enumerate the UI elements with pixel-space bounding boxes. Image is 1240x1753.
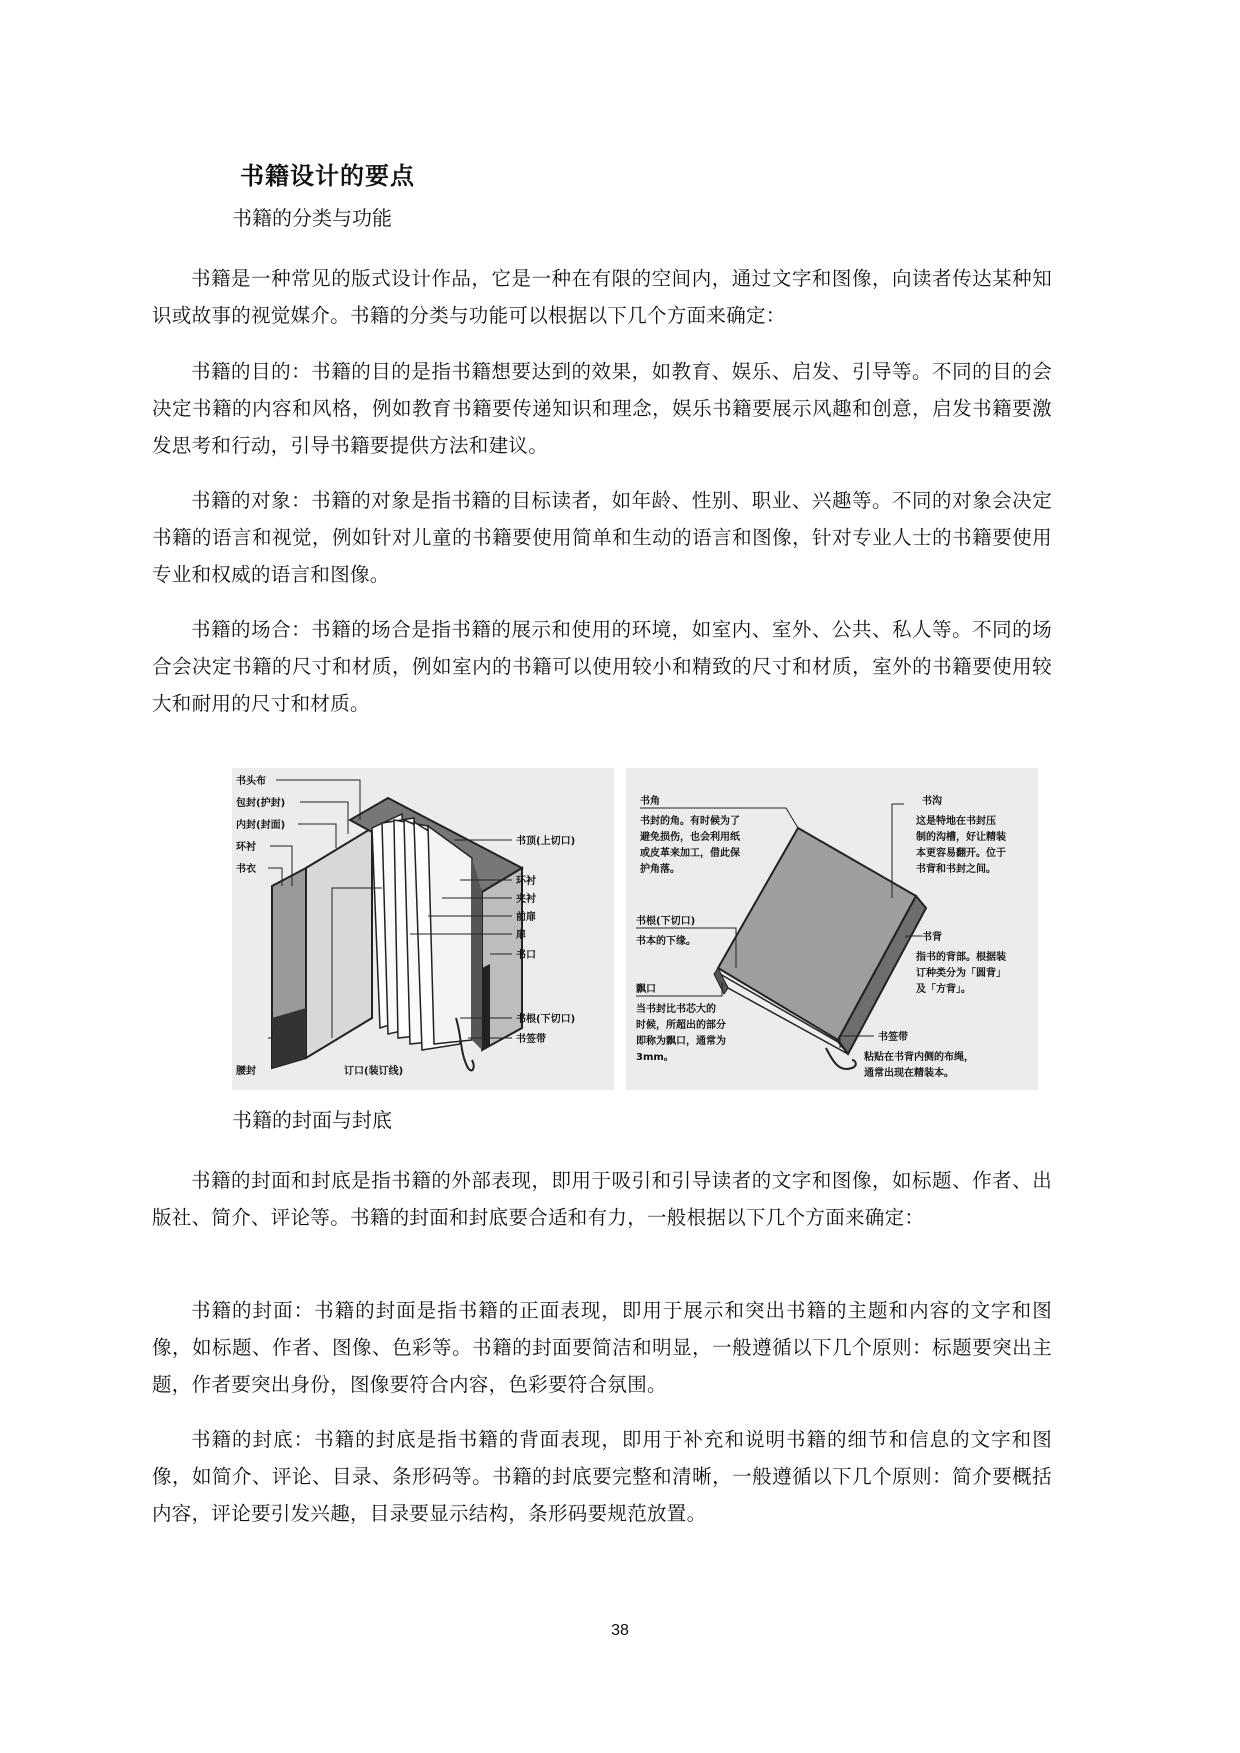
paragraph-intro: 书籍是一种常见的版式设计作品，它是一种在有限的空间内，通过文字和图像，向读者传达某种知识或故事的视觉媒介。书籍的分类与功能可以根据以下几个方面来确定： <box>152 267 1052 327</box>
paragraph-cover-intro: 书籍的封面和封底是指书籍的外部表现，即用于吸引和引导读者的文字和图像，如标题、作者、出版社、简介、评论等。书籍的封面和封底要合适和有力，一般根据以下几个方面来确定： <box>152 1169 1052 1229</box>
squares-description <box>636 1002 726 1063</box>
label-ribbon-marker: 书签带 <box>516 1034 546 1045</box>
label-front-flyleaf: 前扉 <box>516 912 536 923</box>
svg-text:时候，所超出的部分: 时候，所超出的部分 <box>636 1020 726 1031</box>
label-corner-title: 书角 <box>640 796 660 807</box>
paragraph-occasion: 书籍的场合：书籍的场合是指书籍的展示和使用的环境，如室内、室外、公共、私人等。不同的场合会决定书籍的尺寸和材质，例如室内的书籍可以使用较小和精致的尺寸和材质，室外的书籍要使用较大和耐用的尺寸和材质。 <box>152 618 1052 715</box>
svg-text:避免损伤，也会利用纸: 避免损伤，也会利用纸 <box>640 832 740 843</box>
label-squares-title: 飘口 <box>636 984 656 995</box>
svg-text:指书的背部。根据装: 指书的背部。根据装 <box>916 952 1006 963</box>
label-flyleaf: 扉 <box>516 930 526 941</box>
section-title-classification: 书籍的分类与功能 <box>232 206 392 230</box>
paragraph-audience: 书籍的对象：书籍的对象是指书籍的目标读者，如年龄、性别、职业、兴趣等。不同的对象会决定书籍的语言和视觉，例如针对儿童的书籍要使用简单和生动的语言和图像，针对专业人士的书籍要使用专业和权威的语言和图像。 <box>152 489 1052 586</box>
svg-text:书背和书封之间。: 书背和书封之间。 <box>916 864 996 875</box>
svg-text:或皮革来加工，借此保: 或皮革来加工，借此保 <box>640 848 740 859</box>
book-anatomy-figure-left <box>232 768 614 1090</box>
label-spine-title: 书背 <box>922 932 942 943</box>
label-book-cloth: 书衣 <box>236 864 256 875</box>
spine-description <box>916 950 1006 995</box>
svg-text:制的沟槽，好让精装: 制的沟槽，好让精装 <box>916 832 1006 843</box>
paragraph-back-cover: 书籍的封底：书籍的封底是指书籍的背面表现，即用于补充和说明书籍的细节和信息的文字和图像，如简介、评论、目录、条形码等。书籍的封底要完整和清晰，一般遵循以下几个原则：简介要概括内容，评论要引发兴趣，目录要显示结构，条形码要规范放置。 <box>152 1428 1052 1525</box>
page-number: 38 <box>611 1622 629 1639</box>
svg-text:这是特地在书封压: 这是特地在书封压 <box>916 816 996 827</box>
label-gutter: 订口(装订线) <box>344 1066 404 1077</box>
label-interleaf: 夹衬 <box>516 894 536 905</box>
label-endpaper-left: 环衬 <box>236 842 256 853</box>
svg-text:本更容易翻开。位于: 本更容易翻开。位于 <box>916 848 1006 859</box>
label-fore-edge: 书口 <box>516 950 536 961</box>
label-groove-title: 书沟 <box>922 796 942 807</box>
corner-description <box>639 814 741 875</box>
label-inner-cover: 内封(封面) <box>236 820 286 831</box>
section-title-cover: 书籍的封面与封底 <box>232 1108 392 1132</box>
label-ribbon-title: 书签带 <box>878 1032 908 1043</box>
label-headband: 书头布 <box>236 776 266 787</box>
svg-text:书封的角。有时候为了: 书封的角。有时候为了 <box>640 816 740 827</box>
svg-text:当书封比书芯大的: 当书封比书芯大的 <box>636 1004 716 1015</box>
svg-text:护角落。: 护角落。 <box>640 864 680 875</box>
groove-description <box>916 814 1006 875</box>
svg-text:即称为飘口，通常为: 即称为飘口，通常为 <box>636 1036 726 1047</box>
page-heading: 书籍设计的要点 <box>240 162 415 190</box>
svg-text:通常出现在精装本。: 通常出现在精装本。 <box>864 1068 954 1079</box>
label-top-edge: 书顶(上切口) <box>516 836 576 847</box>
svg-text:订种类分为「圆背」: 订种类分为「圆背」 <box>916 968 1006 979</box>
label-bottom-edge: 书根(下切口) <box>516 1014 576 1025</box>
label-endpaper-right: 环衬 <box>516 876 536 887</box>
foot-description: 书本的下缘。 <box>636 936 696 947</box>
label-foot-title: 书根(下切口) <box>636 916 696 927</box>
paragraph-front-cover: 书籍的封面：书籍的封面是指书籍的正面表现，即用于展示和突出书籍的主题和内容的文字和图像，如标题、作者、图像、色彩等。书籍的封面要简洁和明显，一般遵循以下几个原则：标题要突出主题，作者要突出身份，图像要符合内容，色彩要符合氛围。 <box>152 1299 1052 1396</box>
svg-text:粘贴在书背内侧的布绳，: 粘贴在书背内侧的布绳， <box>864 1052 974 1063</box>
label-dust-jacket: 包封(护封) <box>236 798 286 809</box>
label-belly-band: 腰封 <box>236 1066 256 1077</box>
book-anatomy-figure-right <box>626 768 1038 1090</box>
paragraph-purpose: 书籍的目的：书籍的目的是指书籍想要达到的效果，如教育、娱乐、启发、引导等。不同的目的会决定书籍的内容和风格，例如教育书籍要传递知识和理念，娱乐书籍要展示风趣和创意，启发书籍要激发思考和行动，引导书籍要提供方法和建议。 <box>152 360 1052 457</box>
ribbon-description <box>863 1050 974 1079</box>
svg-text:及「方背」。: 及「方背」。 <box>916 984 971 995</box>
svg-text:3mm。: 3mm。 <box>636 1052 674 1063</box>
